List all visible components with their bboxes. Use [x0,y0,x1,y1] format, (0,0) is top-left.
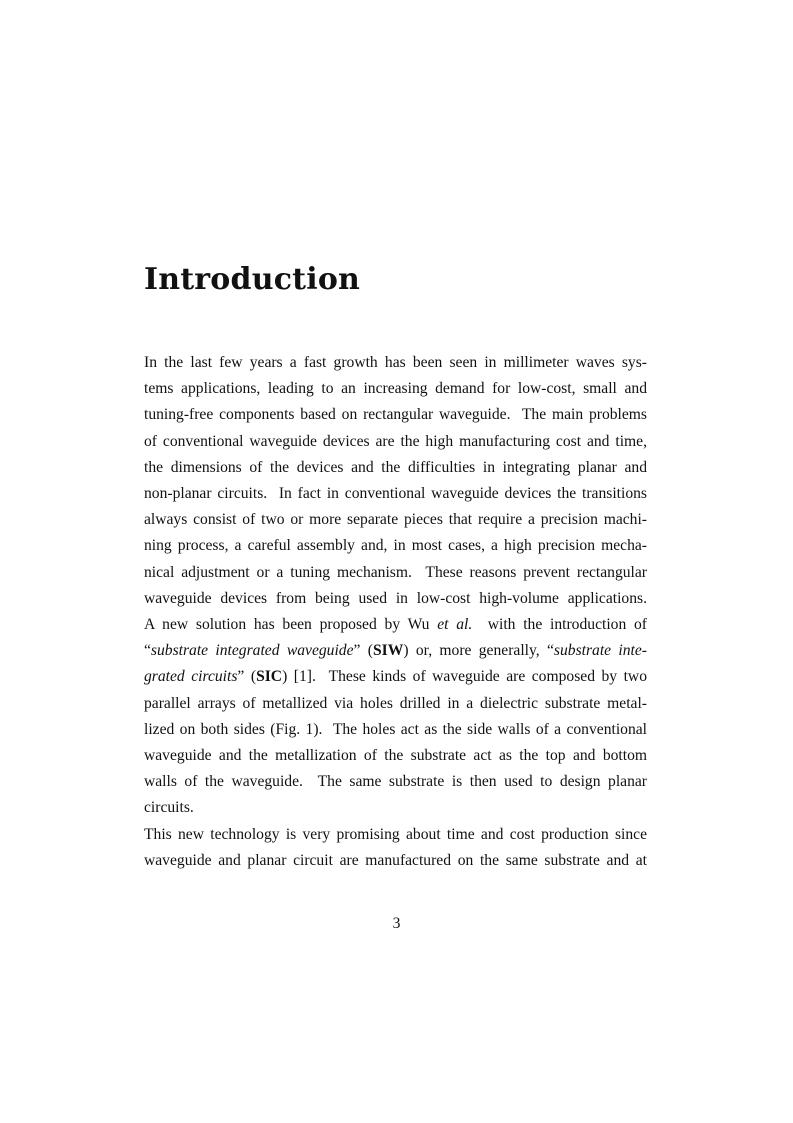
body-text-line [144,822,647,848]
body-text-line [144,638,647,664]
text-run: tuning-free components based on rectangular waveguide. The main problems [144,406,647,424]
text-run: A new solution has been proposed by Wu [144,616,438,633]
text-run: nical adjustment or a tuning mechanism. These reasons prevent rectangular [144,563,647,581]
body-text-line [144,350,647,376]
body-text-line [144,376,647,402]
text-run: parallel arrays of metallized via holes drilled in a dielectric substrate metal- [144,694,647,712]
text-run: ” ( [237,668,257,686]
text-run: ) or, more generally, “ [403,642,554,660]
italic-text: substrate inte- [553,642,647,660]
chapter-title: Introduction [144,262,361,297]
text-run: of conventional waveguide devices are the high manufacturing cost and time, [144,432,647,450]
text-run: waveguide devices from being used in low-cost high-volume applications. [144,589,647,607]
text-run: always consist of two or more separate pieces that require a precision machi- [144,511,647,529]
body-text-line [144,533,647,559]
body-text-line [144,795,647,821]
body-text-line [144,664,647,690]
body-text-line [144,691,647,717]
text-run: lized on both sides (Fig. 1). The holes act as the side walls of a conventional [144,720,647,738]
text-run: ) [1]. These kinds of waveguide are composed by two [282,668,647,686]
text-run: In the last few years a fast growth has been seen in millimeter waves sys- [144,354,647,371]
body-text-line [144,455,647,481]
body-text-line [144,586,647,612]
italic-text: grated circuits [144,668,238,686]
text-run: non-planar circuits. In fact in conventional waveguide devices the transitions [144,485,647,502]
bold-text: SIC [256,668,283,686]
text-run: ” ( [353,642,373,660]
italic-text: et al. [437,616,473,633]
text-run: with the introduction of [472,616,647,633]
italic-text: substrate integrated waveguide [150,642,354,660]
text-run: walls of the waveguide. The same substrate is then used to design planar [144,773,647,791]
text-run: tems applications, leading to an increasing demand for low-cost, small and [144,380,647,398]
body-text-line [144,481,647,507]
body-text-line [144,848,647,874]
text-run: ning process, a careful assembly and, in most cases, a high precision mecha- [144,537,647,555]
text-run: the dimensions of the devices and the difficulties in integrating planar and [144,458,647,476]
body-text-line [144,743,647,769]
body-text-line [144,717,647,743]
body-text-line [144,507,647,533]
text-run: This new technology is very promising about time and cost production since [144,825,647,843]
body-text-line [144,612,647,638]
page-number: 3 [392,915,401,932]
body-text-line [144,402,647,428]
text-run: waveguide and the metallization of the substrate act as the top and bottom [144,747,647,764]
body-text-line [144,769,647,795]
text-run: “ [144,642,151,660]
text-run: waveguide and planar circuit are manufactured on the same substrate and at [144,851,647,869]
text-run: circuits. [144,799,194,817]
body-text-line [144,429,647,455]
body-text-line [144,560,647,586]
bold-text: SIW [372,642,404,660]
